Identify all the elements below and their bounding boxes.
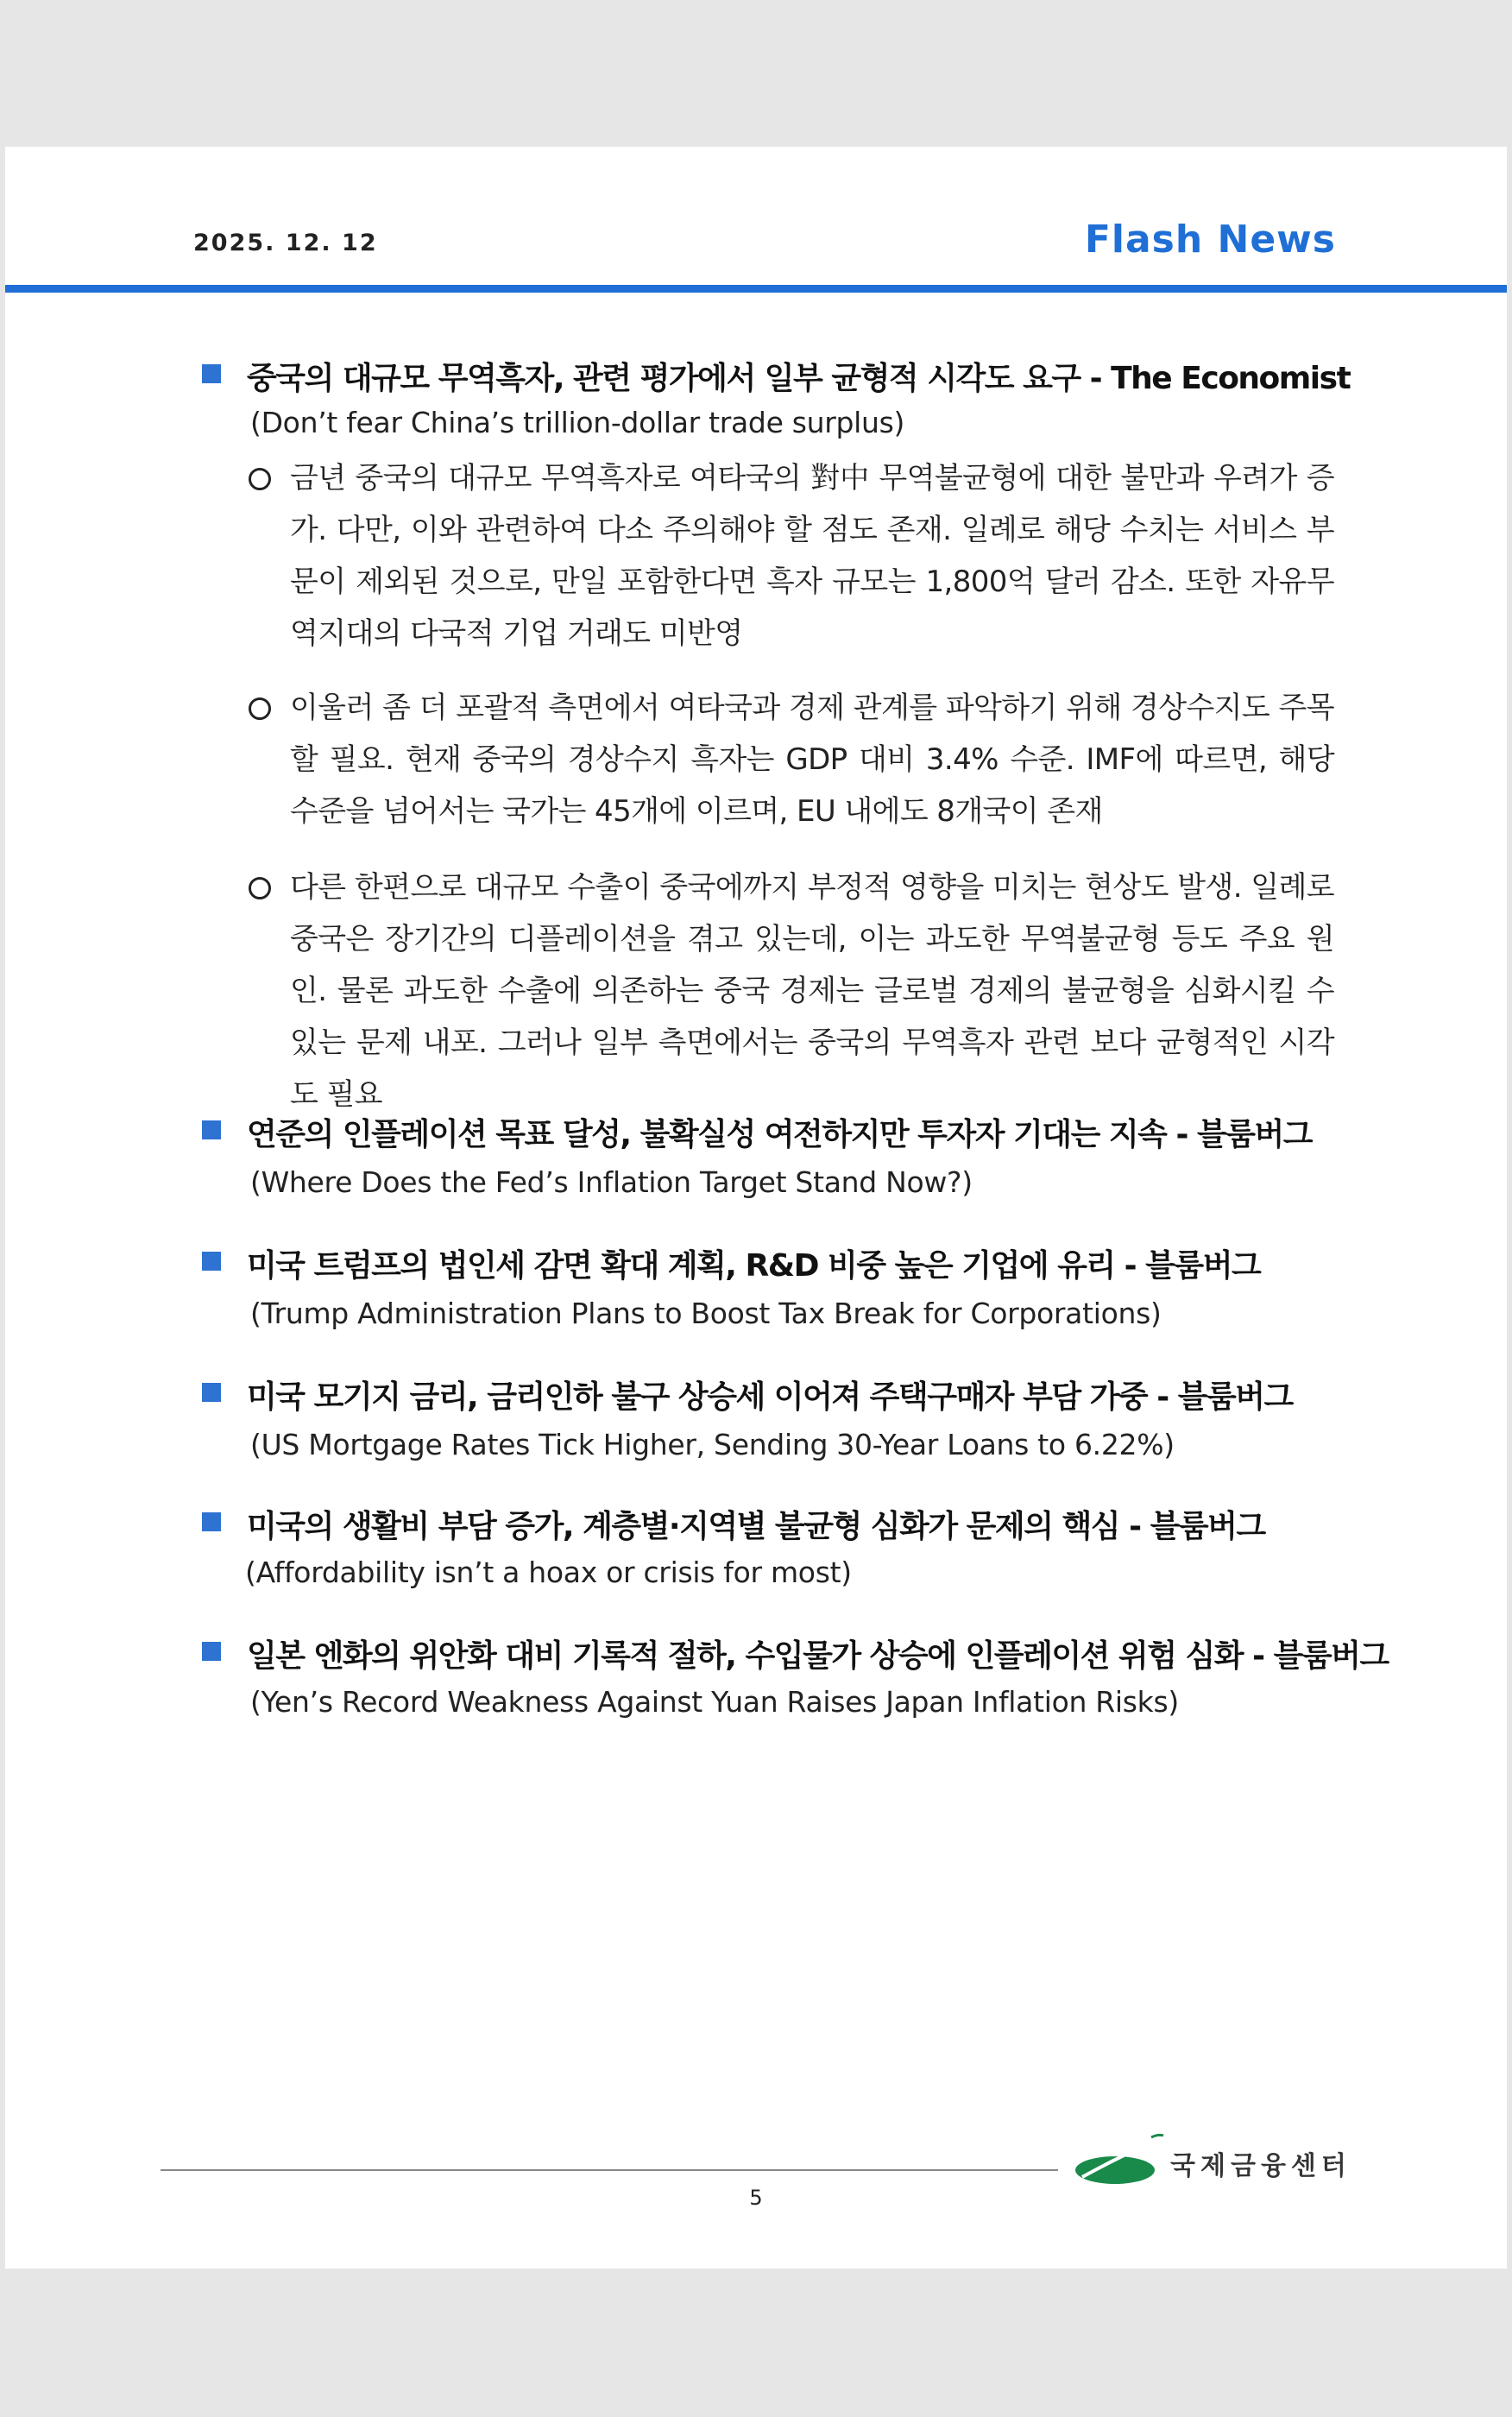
news-point: 다른 한편으로 대규모 수출이 중국에까지 부정적 영향을 미치는 현상도 발생. 일례로 중국은 장기간의 디플레이션을 겪고 있는데, 이는 과도한 무역불균형 등도 주요 원인. 물론 과도한 수출에 의존하는 중국 경제는 글로벌 경제의 불균형을 심화시킬 수 있는 문제 내포. 그러나 일부 측면에서는 중국의 무역흑자 관련 보다 균형적인 시각도 필요 [290,870,1334,1112]
news-point: 이울러 좀 더 포괄적 측면에서 여타국과 경제 관계를 파악하기 위해 경상수지도 주목할 필요. 현재 중국의 경상수지 흑자는 GDP 대비 3.4% 수준. IMF에 따르면, 해당 수준을 넘어서는 국가는 45개에 이르며, EU 내에도 8개국이 존재 [290,691,1334,829]
kcif-leaf-icon [1074,2132,1169,2193]
news-english-title: (Yen’s Record Weakness Against Yuan Raises Japan Inflation Risks) [250,1685,1179,1719]
bullet-circle-icon [249,877,271,899]
document-page [5,147,1507,2269]
news-headline: 미국 트럼프의 법인세 감면 확대 계획, R&D 비중 높은 기업에 유리 - 블룸버그 [247,1248,1261,1284]
flash-news-title: Flash News [1084,218,1336,262]
news-list [5,147,1507,2269]
news-english-title: (Don’t fear China’s trillion-dollar trade surplus) [250,406,905,439]
bullet-square-icon [202,1383,221,1402]
kcif-logo [1074,2132,1350,2193]
bullet-circle-icon [249,697,271,720]
bullet-square-icon [202,1120,221,1139]
news-headline: 미국의 생활비 부담 증가, 계층별·지역별 불균형 심화가 문제의 핵심 - 블룸버그 [247,1509,1265,1544]
page-number: 5 [749,2186,763,2210]
news-english-title: (Where Does the Fed’s Inflation Target Stand Now?) [250,1165,973,1199]
news-point: 금년 중국의 대규모 무역흑자로 여타국의 對中 무역불균형에 대한 불만과 우려가 증가. 다만, 이와 관련하여 다소 주의해야 할 점도 존재. 일례로 해당 수치는 서비스 부문이 제외된 것으로, 만일 포함한다면 흑자 규모는 1,800억 달러 감소. 또한 자유무역지대의 다국적 기업 거래도 미반영 [290,461,1334,651]
bullet-square-icon [202,1642,221,1661]
bullet-square-icon [202,1512,221,1531]
news-headline: 미국 모기지 금리, 금리인하 불구 상승세 이어져 주택구매자 부담 가중 - 블룸버그 [247,1379,1293,1415]
kcif-logo-text: 국제금융센터 [1170,2151,1351,2181]
news-headline: 연준의 인플레이션 목표 달성, 불확실성 여전하지만 투자자 기대는 지속 - 블룸버그 [247,1117,1313,1152]
news-headline: 일본 엔화의 위안화 대비 기록적 절하, 수입물가 상승에 인플레이션 위험 심화 - 블룸버그 [247,1638,1389,1674]
bullet-circle-icon [249,468,271,490]
news-english-title: (Trump Administration Plans to Boost Tax Break for Corporations) [250,1297,1162,1330]
report-date: 2025. 12. 12 [193,230,378,256]
footer-divider [161,2169,1058,2171]
news-headline: 중국의 대규모 무역흑자, 관련 평가에서 일부 균형적 시각도 요구 - The Economist [247,361,1351,396]
bullet-square-icon [202,364,221,383]
news-english-title: (US Mortgage Rates Tick Higher, Sending 30-Year Loans to 6.22%) [250,1428,1175,1461]
news-english-title: (Affordability isn’t a hoax or crisis for most) [245,1556,852,1589]
bullet-square-icon [202,1252,221,1271]
